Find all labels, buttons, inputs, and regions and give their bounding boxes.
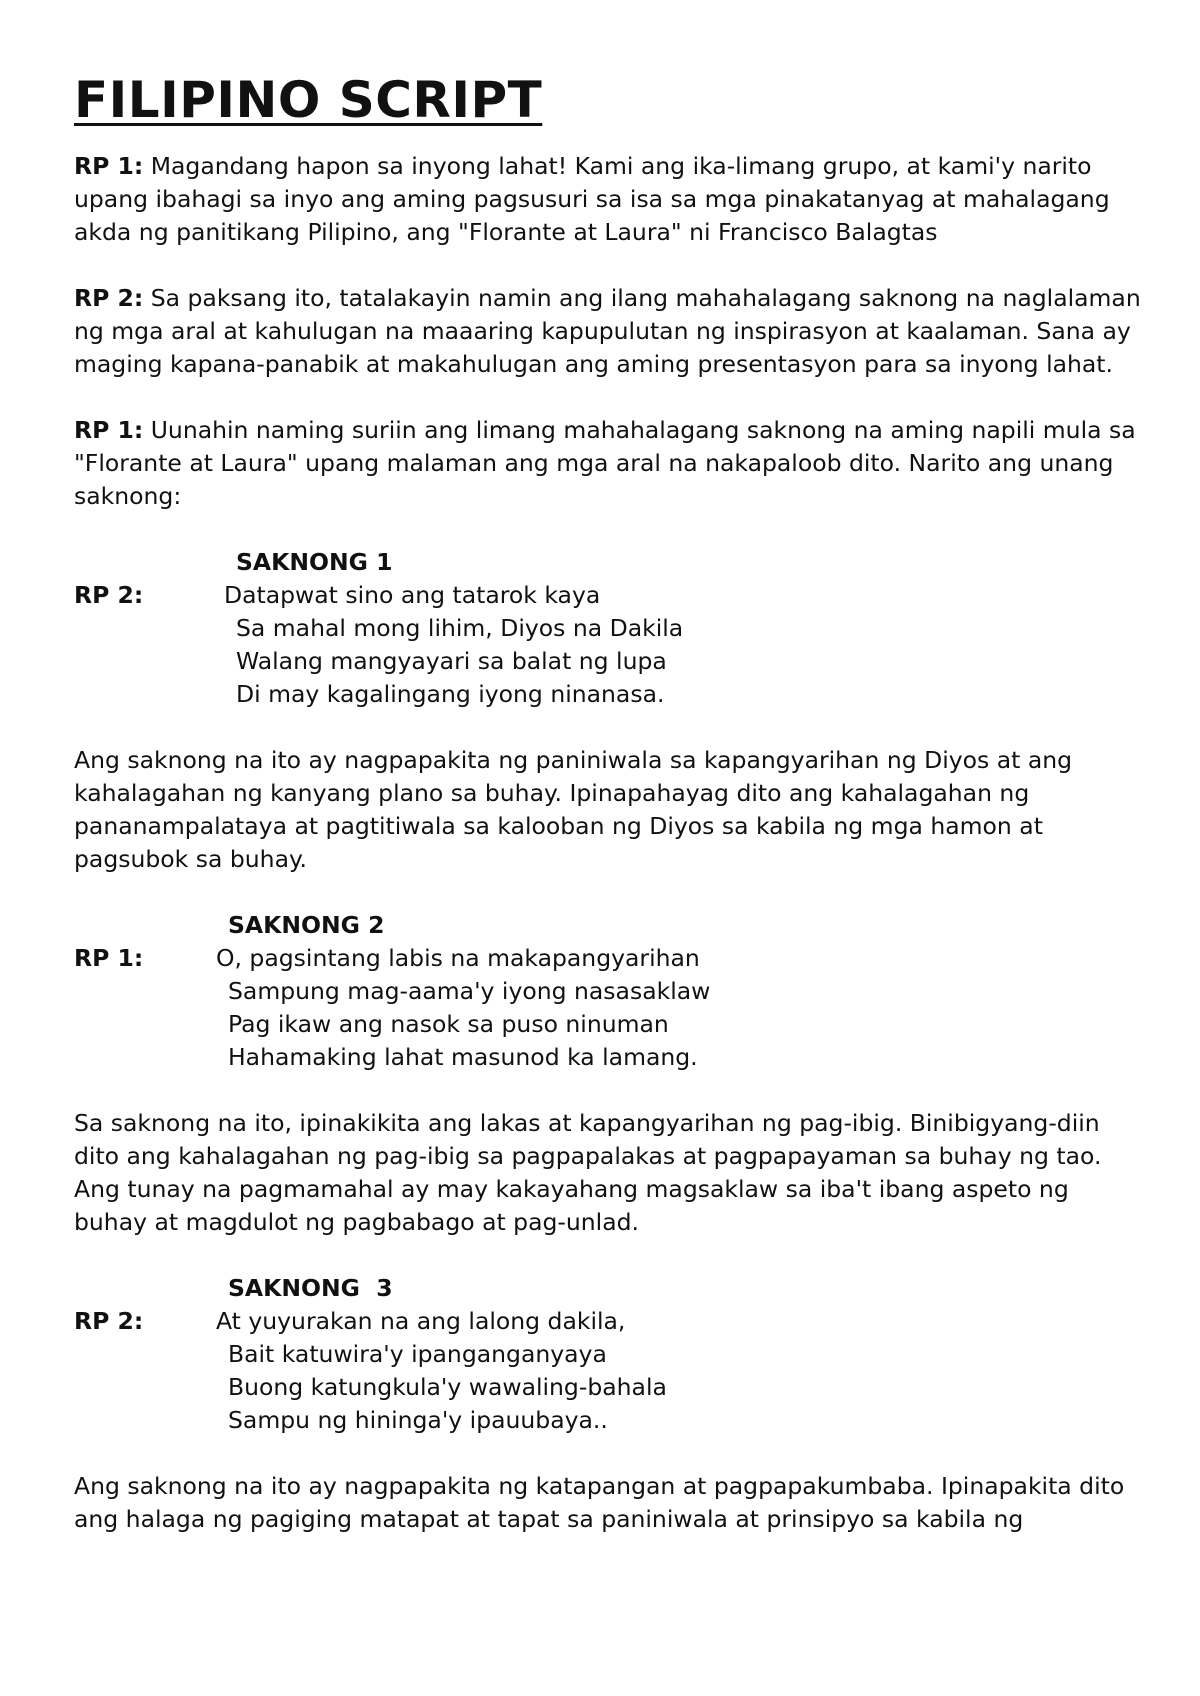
stanza-line: O, pagsintang labis na makapangyarihan (216, 944, 700, 972)
stanza-1 (74, 546, 1144, 711)
stanza-2 (74, 909, 1144, 1074)
stanza-first-row (74, 942, 1144, 975)
stanza-line: Sampung mag-aama'y iyong nasasaklaw (228, 977, 711, 1005)
stanza-line: Bait katuwira'y ipanganganyaya (228, 1340, 607, 1368)
stanza-first-row (74, 1305, 1144, 1338)
speaker-label: RP 1: (74, 152, 144, 180)
stanza-3 (74, 1272, 1144, 1437)
stanza-line: Di may kagalingang iyong ninanasa. (236, 680, 665, 708)
stanza-line: Pag ikaw ang nasok sa puso ninuman (228, 1010, 669, 1038)
stanza-3-commentary: Ang saknong na ito ay nagpapakita ng katapangan at pagpapakumbaba. Ipinapakita dito ang halaga ng pagiging matapat at tapat sa paniniwala at prinsipyo sa kabila ng (74, 1472, 1125, 1533)
speaker-label: RP 1: (74, 416, 144, 444)
stanza-line: At yuyurakan na ang lalong dakila, (216, 1307, 626, 1335)
stanza-2-commentary: Sa saknong na ito, ipinakikita ang lakas at kapangyarihan ng pag-ibig. Binibigyang-diin dito ang kahalagahan ng pag-ibig sa pagpapalakas at pagpapayaman sa buhay ng tao. Ang tunay na pagmamahal ay may kakayahang magsaklaw sa iba't ibang aspeto ng buhay at magdulot ng pagbabago at pag-unlad. (74, 1109, 1102, 1236)
paragraph-3 (74, 414, 1144, 513)
speaker-label: RP 2: (74, 581, 144, 609)
paragraph-1 (74, 150, 1144, 249)
speaker-label: RP 2: (74, 284, 144, 312)
paragraph-text: Uunahin naming suriin ang limang mahahalagang saknong na aming napili mula sa "Florante at Laura" upang malaman ang mga aral na nakapaloob dito. Narito ang unang saknong: (74, 416, 1136, 510)
stanza-line: Sampu ng hininga'y ipauubaya.. (228, 1406, 608, 1434)
stanza-1-commentary: Ang saknong na ito ay nagpapakita ng paniniwala sa kapangyarihan ng Diyos at ang kahalagahan ng kanyang plano sa buhay. Ipinapahayag dito ang kahalagahan ng pananampalataya at pagtitiwala sa kalooban ng Diyos sa kabila ng mga hamon at pagsubok sa buhay. (74, 746, 1073, 873)
stanza-heading: SAKNONG 1 (236, 548, 393, 576)
speaker-label: RP 1: (74, 944, 144, 972)
document-title: FILIPINO SCRIPT (74, 71, 543, 129)
stanza-first-row (74, 579, 1144, 612)
paragraph-text: Magandang hapon sa inyong lahat! Kami ang ika-limang grupo, at kami'y narito upang ibahagi sa inyo ang aming pagsusuri sa isa sa mga pinakatanyag at mahalagang akda ng panitikang Pilipino, ang "Florante at Laura" ni Francisco Balagtas (74, 152, 1110, 246)
stanza-line: Hahamaking lahat masunod ka lamang. (228, 1043, 698, 1071)
stanza-line: Datapwat sino ang tatarok kaya (224, 581, 601, 609)
stanza-heading: SAKNONG 3 (228, 1274, 393, 1302)
paragraph-2 (74, 282, 1144, 381)
stanza-heading: SAKNONG 2 (228, 911, 385, 939)
stanza-line: Walang mangyayari sa balat ng lupa (236, 647, 667, 675)
paragraph-text: Sa paksang ito, tatalakayin namin ang ilang mahahalagang saknong na naglalaman ng mga aral at kahulugan na maaaring kapupulutan ng inspirasyon at kaalaman. Sana ay maging kapana-panabik at makahulugan ang aming presentasyon para sa inyong lahat. (74, 284, 1141, 378)
speaker-label: RP 2: (74, 1307, 144, 1335)
document-page (74, 70, 1144, 1569)
stanza-line: Buong katungkula'y wawaling-bahala (228, 1373, 667, 1401)
stanza-line: Sa mahal mong lihim, Diyos na Dakila (236, 614, 684, 642)
